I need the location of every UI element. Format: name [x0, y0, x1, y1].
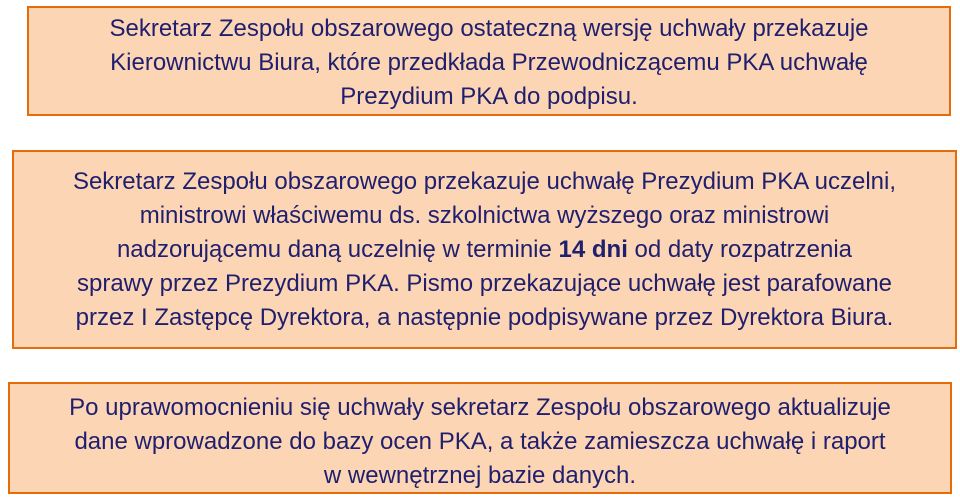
step-box-transmission: [12, 150, 957, 349]
deadline-prefix: nadzorującemu daną uczelnię w terminie: [116, 236, 559, 263]
text-line: Sekretarz Zespołu obszarowego przekazuje uchwałę Prezydium PKA uczelni,: [72, 168, 897, 195]
text-line: Po uprawomocnieniu się uchwały sekretarz Zespołu obszarowego aktualizuje: [69, 394, 891, 421]
text-line: dane wprowadzone do bazy ocen PKA, a także zamieszcza uchwałę i raport: [74, 428, 886, 455]
deadline-days: 14 dni: [558, 236, 628, 263]
step-box-database-update: [8, 382, 952, 494]
deadline-suffix: od daty rozpatrzenia: [627, 236, 853, 263]
text-line: w wewnętrznej bazie danych.: [323, 462, 637, 489]
step-box-final-version: [27, 6, 951, 116]
text-line: sprawy przez Prezydium PKA. Pismo przekazujące uchwałę jest parafowane: [76, 270, 893, 297]
text-line: Kierownictwu Biura, które przedkłada Przewodniczącemu PKA uchwałę: [110, 49, 868, 76]
text-line: Sekretarz Zespołu obszarowego ostateczną wersję uchwały przekazuje: [109, 15, 869, 42]
text-line: ministrowi właściwemu ds. szkolnictwa wyższego oraz ministrowi: [139, 202, 830, 229]
text-line: przez I Zastępcę Dyrektora, a następnie podpisywane przez Dyrektora Biura.: [75, 304, 894, 331]
text-line: Prezydium PKA do podpisu.: [340, 83, 638, 110]
text-line-deadline: [14, 233, 955, 267]
